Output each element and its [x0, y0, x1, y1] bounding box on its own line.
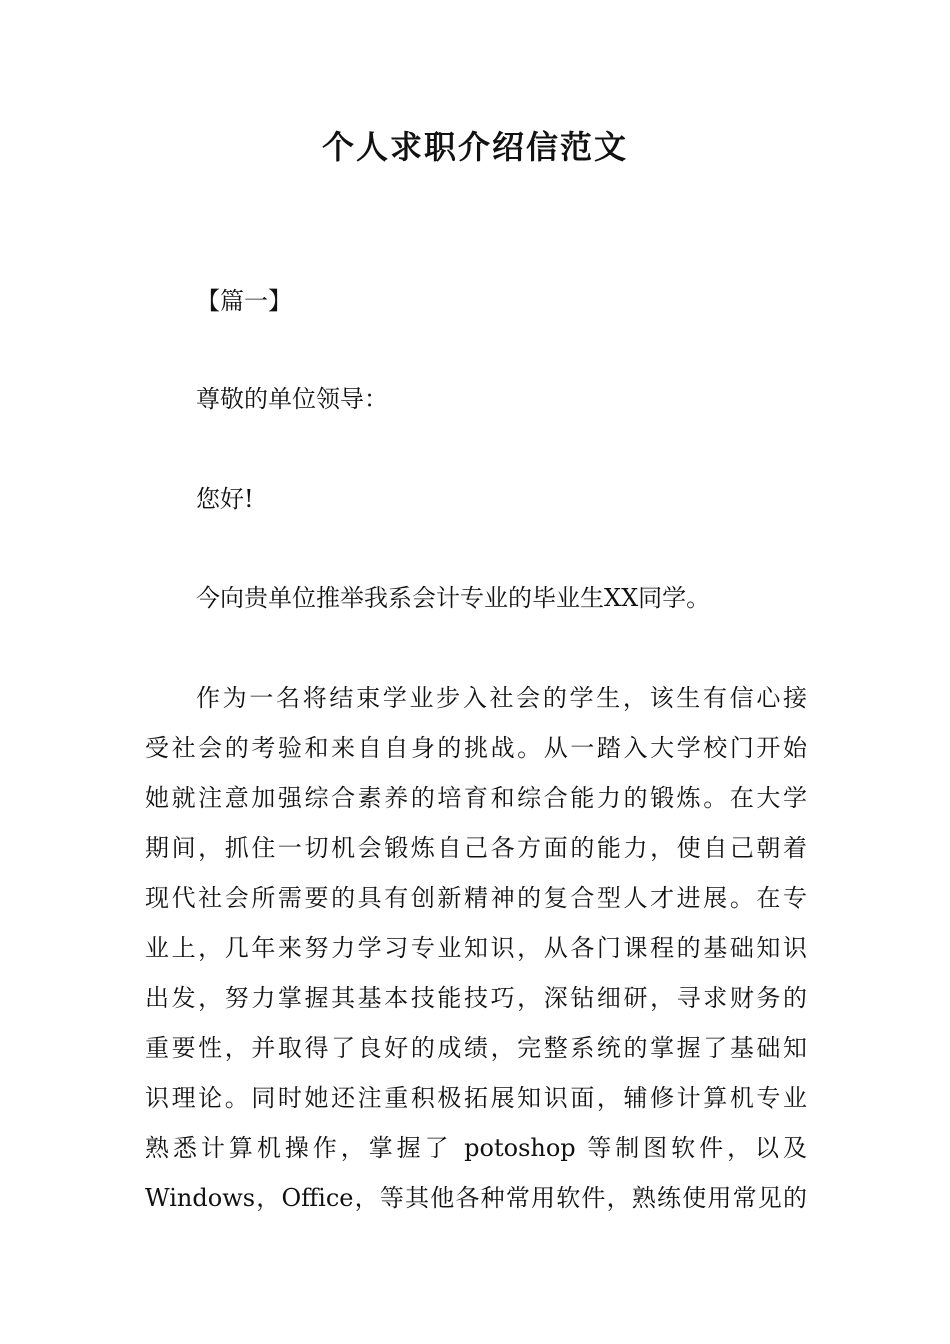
body-paragraph — [145, 682, 807, 1232]
salutation: 尊敬的单位领导： — [196, 385, 388, 413]
document-title: 个人求职介绍信范文 — [321, 128, 628, 166]
paragraph-line: 受社会的考验和来自自身的挑战。从一踏入大学校门开始 — [145, 734, 807, 762]
section-heading: 【篇一】 — [196, 287, 292, 315]
paragraph-line: 现代社会所需要的具有创新精神的复合型人才进展。在专 — [145, 884, 807, 912]
intro-line: 今向贵单位推举我系会计专业的毕业生XX同学。 — [196, 584, 711, 612]
greeting: 您好! — [196, 485, 254, 513]
paragraph-line: 期间，抓住一切机会锻炼自己各方面的能力，使自己朝着 — [145, 834, 807, 862]
paragraph-line: 出发，努力掌握其基本技能技巧，深钻细研，寻求财务的 — [145, 984, 807, 1012]
paragraph-line: Windows，Office，等其他各种常用软件，熟练使用常见的 — [145, 1184, 807, 1212]
paragraph-line: 她就注意加强综合素养的培育和综合能力的锻炼。在大学 — [145, 784, 807, 812]
paragraph-line: 熟悉计算机操作，掌握了 potoshop 等制图软件，以及 — [145, 1134, 807, 1162]
paragraph-line: 重要性，并取得了良好的成绩，完整系统的掌握了基础知 — [145, 1034, 807, 1062]
paragraph-line: 识理论。同时她还注重积极拓展知识面，辅修计算机专业 — [145, 1084, 807, 1112]
paragraph-line: 业上，几年来努力学习专业知识，从各门课程的基础知识 — [145, 934, 807, 962]
paragraph-line: 作为一名将结束学业步入社会的学生，该生有信心接 — [196, 684, 807, 712]
